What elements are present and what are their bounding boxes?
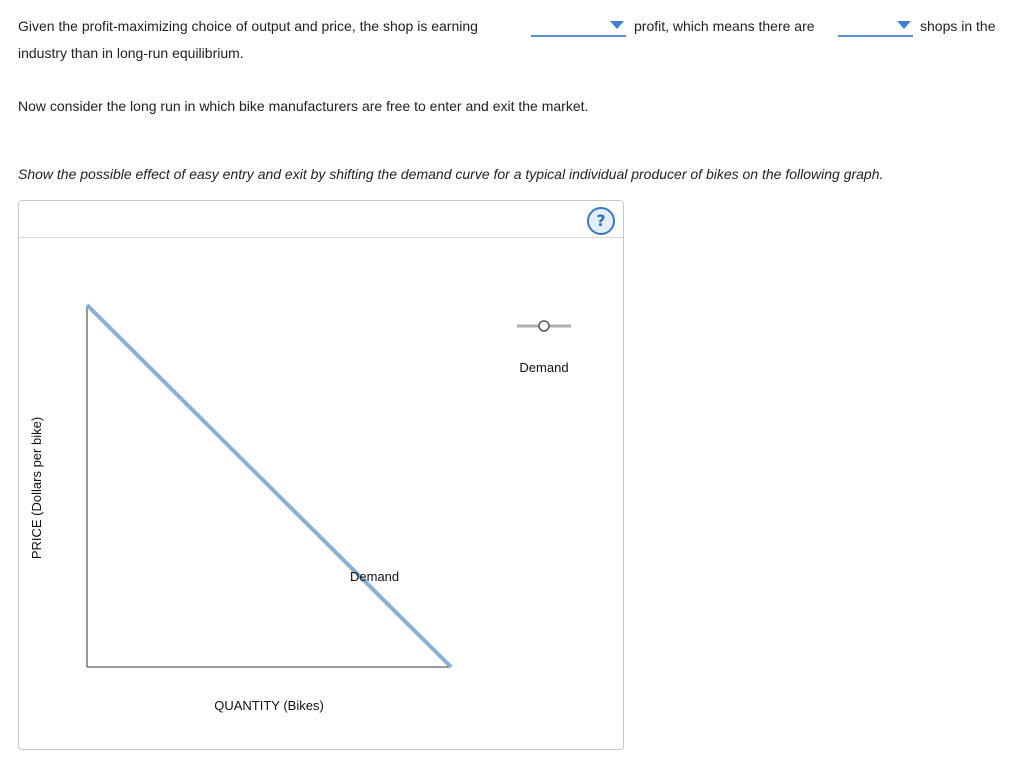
- demand-tool-legend[interactable]: [517, 321, 571, 375]
- x-axis-label: QUANTITY (Bikes): [214, 698, 324, 713]
- help-icon[interactable]: ?: [587, 207, 615, 235]
- profit-type-dropdown[interactable]: [531, 17, 626, 37]
- legend-handle[interactable]: [539, 321, 549, 331]
- shop-count-dropdown[interactable]: [838, 17, 913, 37]
- graph-instruction: Show the possible effect of easy entry and exit by shifting the demand curve for a typical individual producer of bikes on the following graph.: [18, 166, 884, 182]
- question-text-end: shops in the: [920, 18, 996, 34]
- question-text-mid: profit, which means there are: [634, 18, 815, 34]
- demand-curve[interactable]: [87, 305, 451, 667]
- demand-graph[interactable]: [19, 201, 623, 749]
- y-axis-label: PRICE (Dollars per bike): [29, 416, 44, 560]
- chevron-down-icon: [897, 21, 911, 29]
- graph-panel: [18, 200, 624, 750]
- chevron-down-icon: [610, 21, 624, 29]
- question-text-start: Given the profit-maximizing choice of output and price, the shop is earning: [18, 18, 478, 34]
- legend-label: Demand: [519, 360, 569, 375]
- question-text-line2: industry than in long-run equilibrium.: [18, 45, 244, 61]
- demand-curve-label: Demand: [350, 569, 400, 584]
- long-run-text: Now consider the long run in which bike manufacturers are free to enter and exit the market.: [18, 98, 589, 114]
